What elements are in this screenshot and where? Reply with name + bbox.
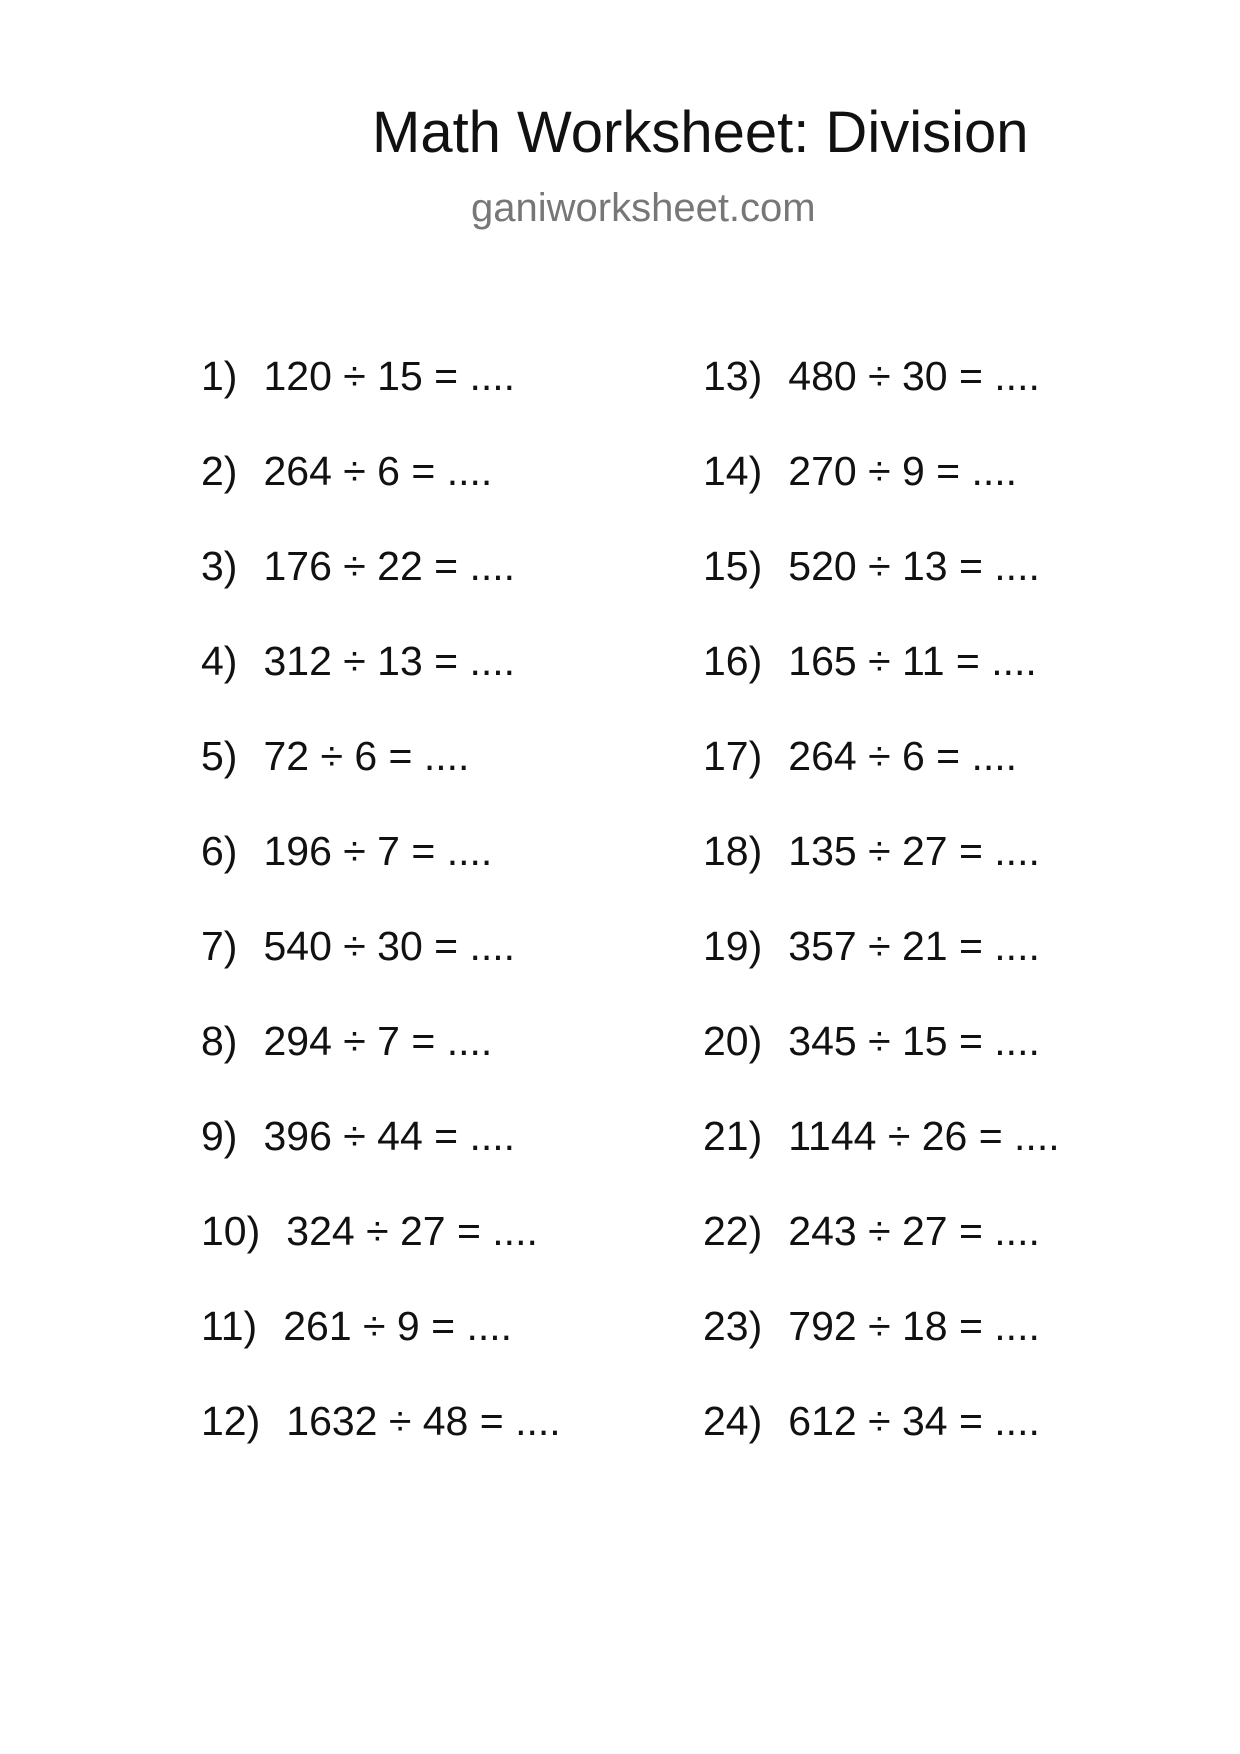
problem-number: 11)	[201, 1303, 258, 1349]
problem-expression: 792 ÷ 18 = ....	[788, 1303, 1040, 1349]
problem-expression: 312 ÷ 13 = ....	[263, 638, 516, 684]
problem-10	[201, 1201, 703, 1296]
problem-expression: 294 ÷ 7 = ....	[263, 1018, 493, 1064]
problem-number: 10)	[201, 1208, 261, 1254]
problem-expression: 196 ÷ 7 = ....	[263, 828, 493, 874]
problem-number: 14)	[703, 448, 763, 494]
problem-16	[703, 631, 1141, 726]
problem-18	[703, 821, 1141, 916]
problem-22	[703, 1201, 1141, 1296]
problem-number: 4)	[201, 638, 238, 684]
problem-24	[703, 1391, 1141, 1486]
problem-expression: 165 ÷ 11 = ....	[788, 638, 1037, 684]
problem-column-left	[201, 346, 703, 1486]
problem-number: 24)	[703, 1398, 763, 1444]
problem-number: 9)	[201, 1113, 238, 1159]
problem-expression: 261 ÷ 9 = ....	[283, 1303, 513, 1349]
problem-expression: 270 ÷ 9 = ....	[788, 448, 1018, 494]
problem-expression: 396 ÷ 44 = ....	[263, 1113, 516, 1159]
problem-8	[201, 1011, 703, 1106]
problem-number: 18)	[703, 828, 763, 874]
page-title: Math Worksheet: Division	[372, 100, 1029, 165]
problem-number: 2)	[201, 448, 238, 494]
problem-expression: 520 ÷ 13 = ....	[788, 543, 1040, 589]
problem-number: 16)	[703, 638, 763, 684]
problem-expression: 135 ÷ 27 = ....	[788, 828, 1040, 874]
problem-20	[703, 1011, 1141, 1106]
problem-number: 15)	[703, 543, 763, 589]
problem-1	[201, 346, 703, 441]
problem-number: 8)	[201, 1018, 238, 1064]
problem-21	[703, 1106, 1141, 1201]
problem-13	[703, 346, 1141, 441]
problem-number: 21)	[703, 1113, 763, 1159]
problem-expression: 357 ÷ 21 = ....	[788, 923, 1040, 969]
problem-17	[703, 726, 1141, 821]
problem-expression: 612 ÷ 34 = ....	[788, 1398, 1040, 1444]
problem-6	[201, 821, 703, 916]
problem-number: 1)	[201, 353, 238, 399]
site-name: ganiworksheet.com	[471, 186, 816, 230]
problem-number: 5)	[201, 733, 238, 779]
problem-expression: 540 ÷ 30 = ....	[263, 923, 516, 969]
problem-expression: 1632 ÷ 48 = ....	[286, 1398, 561, 1444]
problem-23	[703, 1296, 1141, 1391]
problem-number: 20)	[703, 1018, 763, 1064]
problem-3	[201, 536, 703, 631]
problem-number: 17)	[703, 733, 763, 779]
problem-11	[201, 1296, 703, 1391]
problem-number: 23)	[703, 1303, 763, 1349]
problem-expression: 324 ÷ 27 = ....	[286, 1208, 538, 1254]
problem-2	[201, 441, 703, 536]
problem-expression: 1144 ÷ 26 = ....	[788, 1113, 1060, 1159]
problem-12	[201, 1391, 703, 1486]
problem-column-right	[703, 346, 1141, 1486]
problem-9	[201, 1106, 703, 1201]
problem-number: 3)	[201, 543, 238, 589]
problem-19	[703, 916, 1141, 1011]
problem-14	[703, 441, 1141, 536]
problem-expression: 243 ÷ 27 = ....	[788, 1208, 1040, 1254]
problem-expression: 72 ÷ 6 = ....	[263, 733, 470, 779]
problem-expression: 345 ÷ 15 = ....	[788, 1018, 1040, 1064]
problem-7	[201, 916, 703, 1011]
problem-grid	[201, 346, 1141, 1486]
problem-number: 19)	[703, 923, 763, 969]
problem-expression: 264 ÷ 6 = ....	[263, 448, 493, 494]
problem-expression: 176 ÷ 22 = ....	[263, 543, 516, 589]
problem-expression: 120 ÷ 15 = ....	[263, 353, 516, 399]
problem-number: 7)	[201, 923, 238, 969]
problem-number: 13)	[703, 353, 763, 399]
problem-expression: 480 ÷ 30 = ....	[788, 353, 1040, 399]
problem-expression: 264 ÷ 6 = ....	[788, 733, 1018, 779]
problem-4	[201, 631, 703, 726]
problem-number: 12)	[201, 1398, 261, 1444]
problem-15	[703, 536, 1141, 631]
problem-5	[201, 726, 703, 821]
problem-number: 6)	[201, 828, 238, 874]
problem-number: 22)	[703, 1208, 763, 1254]
